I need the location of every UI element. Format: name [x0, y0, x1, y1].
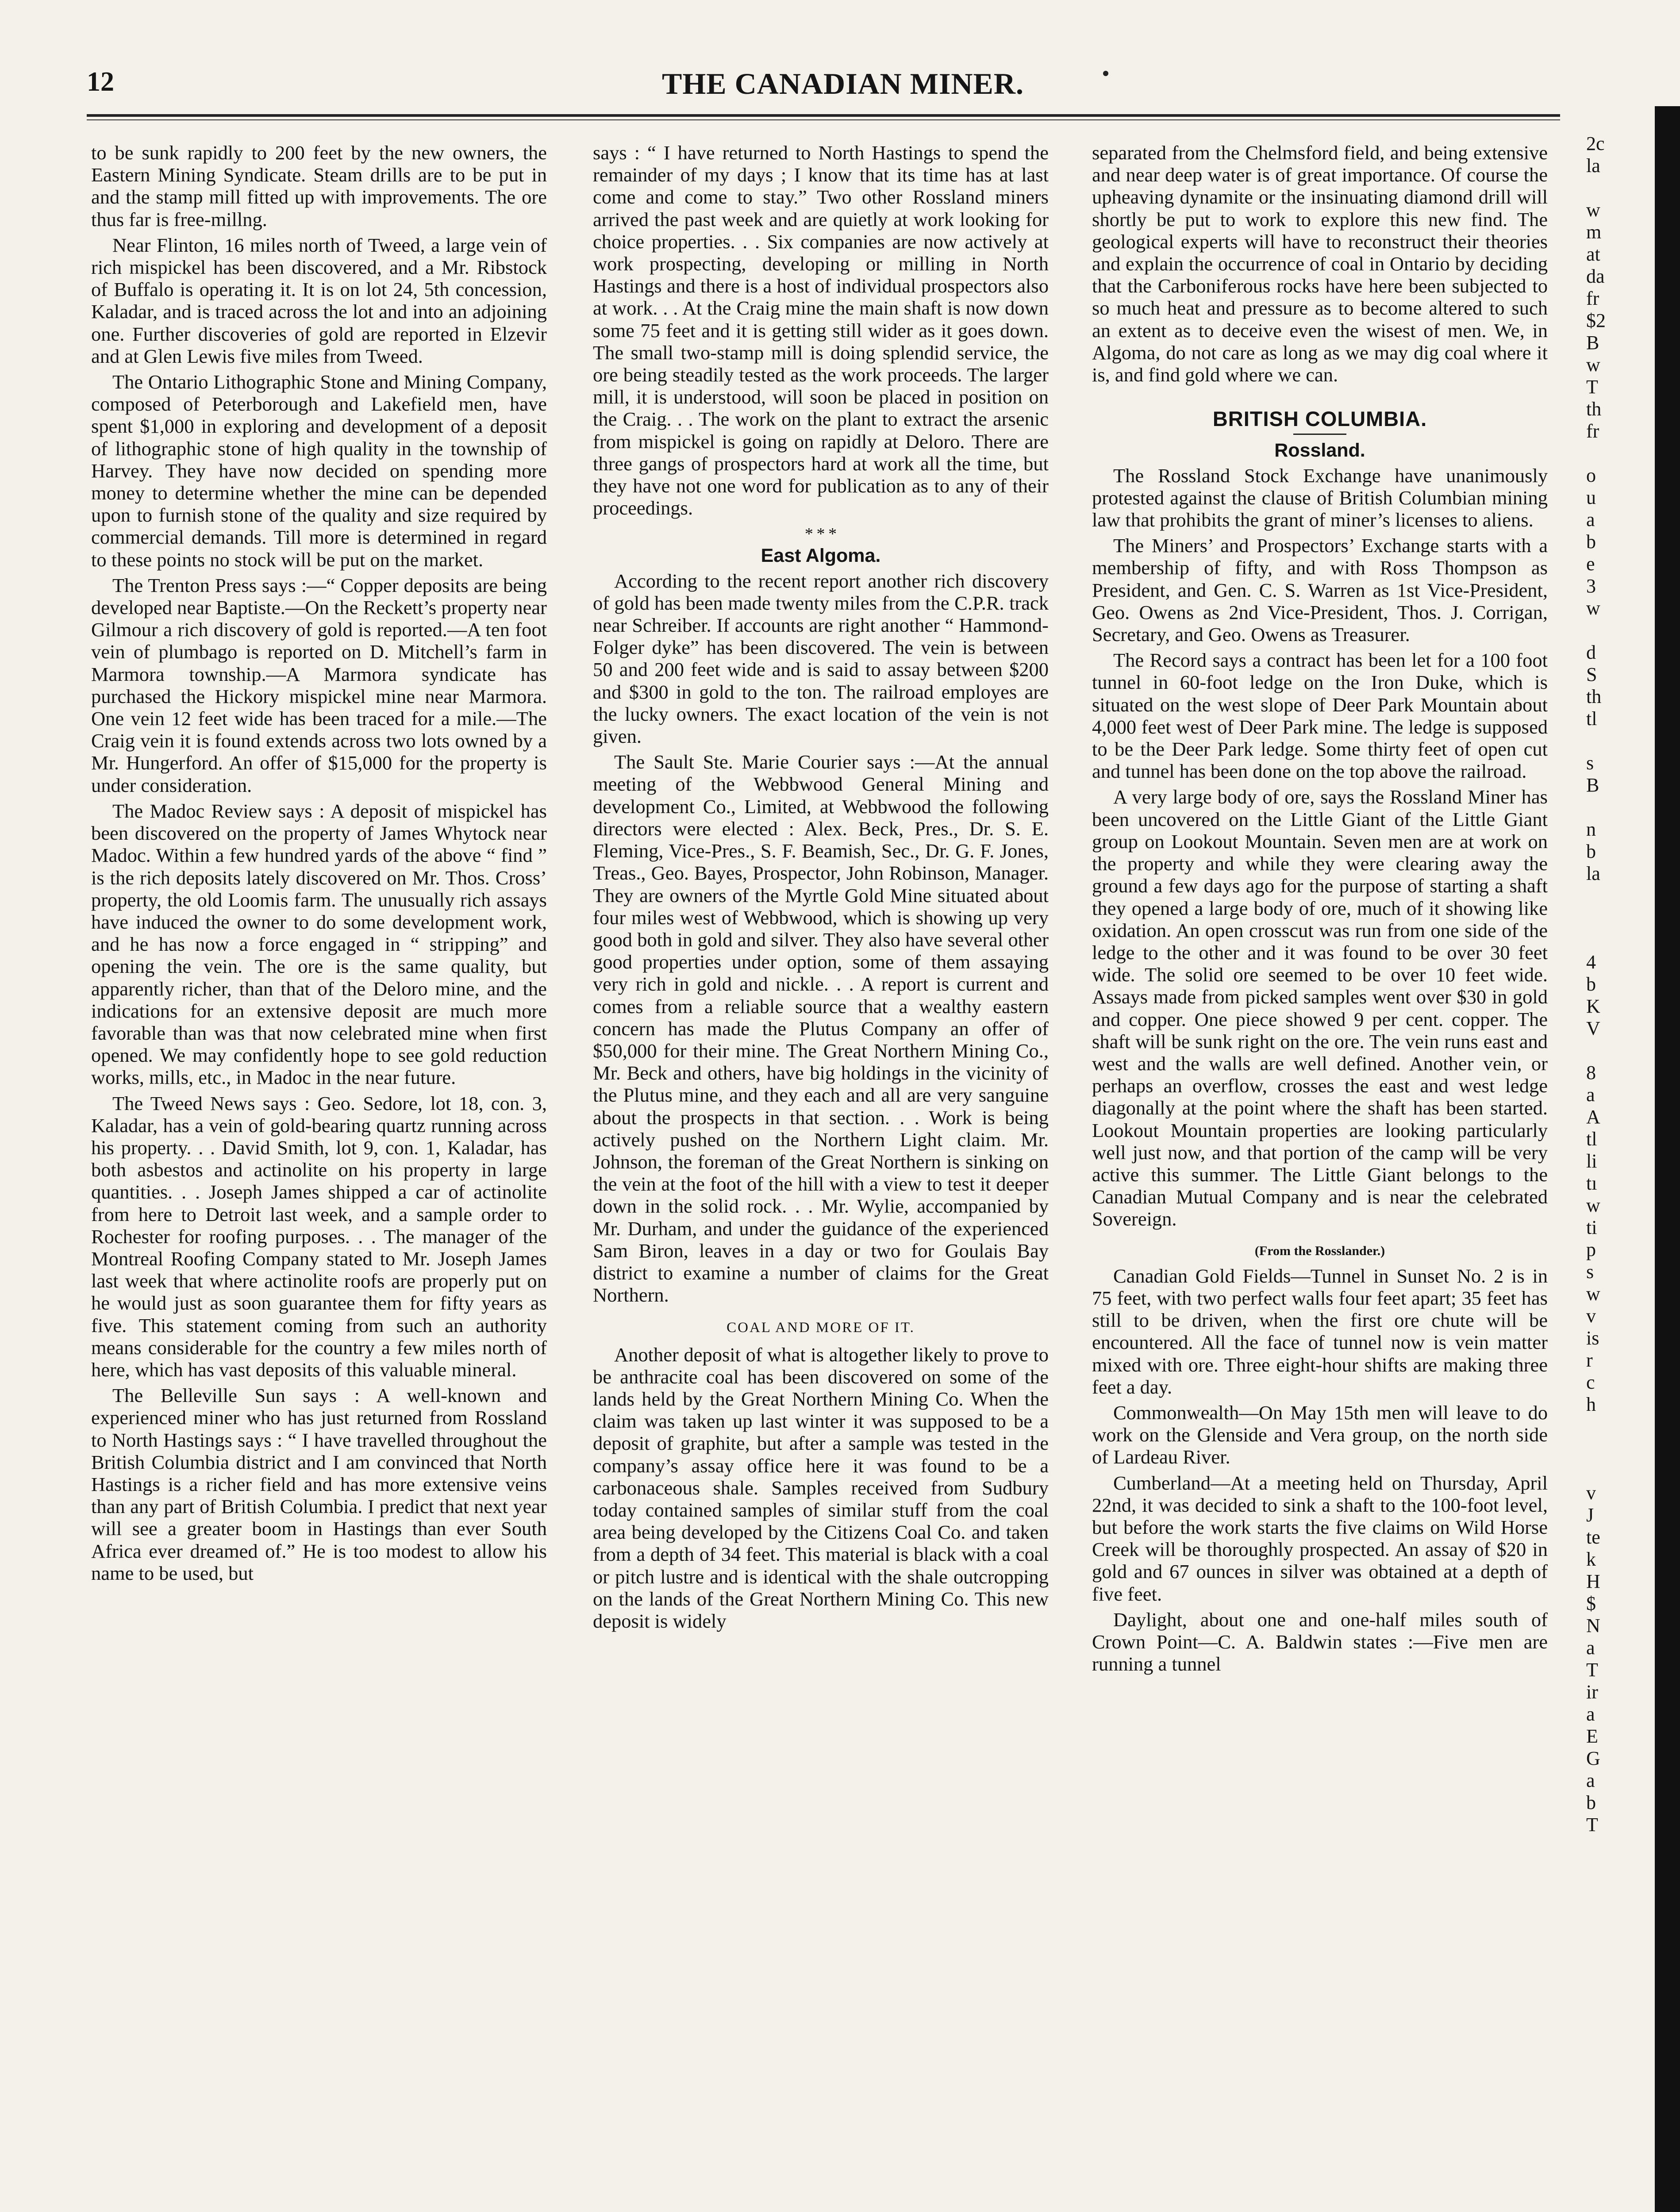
edge-fragment — [1586, 177, 1653, 199]
edge-fragment: 8 — [1586, 1062, 1596, 1083]
edge-fragment — [1586, 1416, 1653, 1438]
edge-fragment: w — [1586, 597, 1600, 619]
subheading-coal: COAL AND MORE OF IT. — [727, 1320, 915, 1336]
edge-fragment: 4 — [1586, 951, 1596, 973]
facing-page-edge-text — [1586, 133, 1653, 2212]
paragraph: A very large body of ore, says the Rossland Miner has been uncovered on the Little Giant of the Little Giant group on Lookout Mountain. Seven men are at work on the property and while they were clearing away the ground a few days ago for the purpose of starting a shaft they opened a large body of ore, much of it showing like oxidation. An open crosscut was run from one side of the ledge to the other and it was found to be over 30 feet wide. The solid ore seemed to be over 10 feet wide. Assays made from picked samples went over $30 in gold and copper. One piece showed 9 per cent. copper. The shaft will be sunk right on the ore. The vein runs east and west and the walls are well defined. Another vein, or perhaps an overflow, crosses the east and west ledge diagonally at the point where the shaft has been started. Lookout Mountain properties are looking particularly well just now, and that portion of the camp will be very active this summer. The Little Giant belongs to the Canadian Mutual Company and is near the celebrated Sovereign. — [1092, 786, 1548, 1230]
edge-fragment: $ — [1586, 1593, 1596, 1614]
edge-fragment: k — [1586, 1548, 1596, 1570]
edge-fragment: w — [1586, 354, 1600, 376]
edge-fragment: a — [1586, 1703, 1595, 1725]
edge-fragment: la — [1586, 863, 1600, 884]
edge-fragment: li — [1586, 1150, 1597, 1172]
masthead-title: THE CANADIAN MINER. — [661, 67, 1024, 100]
edge-fragment: T — [1586, 1814, 1598, 1836]
edge-fragment: ti — [1586, 1217, 1597, 1238]
edge-fragment: 3 — [1586, 575, 1596, 597]
header-rule-thin — [87, 119, 1560, 120]
paragraph: Near Flinton, 16 miles north of Tweed, a large vein of rich mispickel has been discovered, and a Mr. Ribstock of Buffalo is operating it. It is on lot 24, 5th concession, Kaladar, and is traced across the lot and into an adjoining one. Further discoveries of gold are reported in Elzevir and at Glen Lewis five miles from Tweed. — [91, 234, 547, 367]
edge-fragment: n — [1586, 818, 1596, 840]
edge-fragment: fr — [1586, 420, 1599, 442]
edge-fragment: b — [1586, 531, 1596, 553]
edge-fragment — [1586, 619, 1653, 641]
paragraph: Daylight, about one and one-half miles south of Crown Point—C. A. Baldwin states :—Five men are running a tunnel — [1092, 1608, 1548, 1675]
edge-fragment: ir — [1586, 1681, 1598, 1703]
section-heading-east-algoma: East Algoma. — [761, 545, 881, 567]
edge-fragment: s — [1586, 752, 1594, 774]
edge-fragment: la — [1586, 155, 1600, 177]
edge-fragment: N — [1586, 1615, 1600, 1636]
edge-fragment: d — [1586, 641, 1596, 663]
edge-fragment: K — [1586, 995, 1600, 1017]
edge-fragment: e — [1586, 553, 1595, 575]
edge-fragment: r — [1586, 1349, 1593, 1371]
paragraph: says : “ I have returned to North Hastings to spend the remainder of my days ; I know that its time has at last come and come to stay.” Two other Rossland miners arrived the past week and are quietly at work looking for choice properties. . . Six companies are now actively at work prospecting, developing or milling in North Hastings and there is a host of individual prospectors also at work. . . At the Craig mine the main shaft is now down some 75 feet and it is getting still wider as it goes down. The small two-stamp mill is doing splendid service, the ore being steadily tested as the work proceeds. The larger mill, it is understood, will soon be placed in position on the Craig. . . The work on the plant to extract the arsenic from mispickel is going on rapidly at Deloro. There are three gangs of prospectors hard at work all the time, but they have not one word for publication as to any of their proceedings. — [593, 142, 1049, 519]
paragraph: The Madoc Review says : A deposit of mispickel has been discovered on the property of James Whytock near Madoc. Within a few hundred yards of the above “ find ” is the rich deposits lately discovered on Mr. Thos. Cross’ property, the old Loomis farm. The unusually rich assays have induced the owner to do some development work, and he has now a force engaged in “ stripping” and opening the vein. The ore is the same quality, but apparently richer, than that of the Deloro mine, and the indications for an extensive deposit are much more favorable than was that now celebrated mine when first opened. We may confidently hope to see gold reduction works, mills, etc., in Madoc in the near future. — [91, 799, 547, 1089]
edge-fragment: c — [1586, 1371, 1595, 1393]
paragraph: The Ontario Lithographic Stone and Mining Company, composed of Peterborough and Lakefield men, have spent $1,000 in exploring and development of a deposit of lithographic stone of high quality in the township of Harvey. They have now decided on spending more money to determine whether the mine can be depended upon to furnish stone of the quality and size required by commercial demands. Till more is determined in regard to these points no stock will be put on the market. — [91, 371, 547, 571]
edge-fragment: v — [1586, 1482, 1596, 1504]
edge-fragment — [1586, 1460, 1653, 1482]
paragraph: The Rossland Stock Exchange have unanimously protested against the clause of British Columbian mining law that prohibits the grant of miner’s licenses to aliens. — [1092, 464, 1548, 531]
paragraph: Commonwealth—On May 15th men will leave to do work on the Glenside and Vera group, on the north side of Lardeau River. — [1092, 1401, 1548, 1468]
subheading-rossland: Rossland. — [1274, 440, 1365, 461]
edge-fragment: at — [1586, 243, 1600, 265]
edge-fragment: is — [1586, 1327, 1599, 1349]
edge-fragment — [1586, 907, 1653, 929]
section-divider-stars: * * * — [804, 525, 837, 544]
paragraph: The Tweed News says : Geo. Sedore, lot 18, con. 3, Kaladar, has a vein of gold-bearing quartz running across his property. . . David Smith, lot 9, con. 1, Kaladar, has both asbestos and actinolite on his property in large quantities. . . Joseph James shipped a car of actinolite from here to Detroit last week, and a sample order to Rochester for roofing purposes. . . The manager of the Montreal Roofing Company stated to Mr. Joseph James last week that where actinolite roofs are properly put on he would just as soon guarantee them for fifty years as five. This statement coming from such an authority means considerable for the country a few miles north of here, which has vast deposits of this valuable mineral. — [91, 1092, 547, 1381]
edge-fragment: s — [1586, 1261, 1594, 1283]
edge-fragment — [1586, 1438, 1653, 1460]
edge-fragment: G — [1586, 1747, 1600, 1769]
edge-fragment — [1586, 885, 1653, 907]
section-heading-british-columbia: BRITISH COLUMBIA. — [1212, 407, 1427, 431]
page-edge-shadow — [1655, 106, 1680, 2212]
edge-fragment: E — [1586, 1725, 1598, 1747]
edge-fragment — [1586, 796, 1653, 818]
edge-fragment: a — [1586, 1084, 1595, 1106]
edge-fragment: w — [1586, 1194, 1600, 1216]
edge-fragment: a — [1586, 1770, 1595, 1791]
edge-fragment: S — [1586, 664, 1597, 685]
paragraph: The Sault Ste. Marie Courier says :—At the annual meeting of the Webbwood General Mining and development Co., Limited, at Webbwood the following directors were elected : Alex. Beck, Pres., Dr. S. E. Fleming, Vice-Pres., S. F. Beamish, Sec., Dr. G. F. Jones, Treas., Geo. Bayes, Prospector, John Robinson, Manager. They are owners of the Myrtle Gold Mine situated about four miles west of Webbwood, which is showing up very good both in gold and silver. They also have several other good properties under option, some of them assaying very rich in gold and nickle. . . A report is current and comes from a reliable source that a wealthy eastern concern has made the Plutus Company an offer of $50,000 for their mine. The Great Northern Mining Co., Mr. Beck and others, have big holdings in the vicinity of the Plutus mine, and they each and all are very sanguine about the prospects in that section. . . Work is being actively pushed on the Northern Light claim. Mr. Johnson, the foreman of the Great Northern is sinking on the vein at the foot of the hill with a view to test it deeper down in the solid rock. . . Mr. Wylie, accompanied by Mr. Durham, and under the guidance of the experienced Sam Biron, leaves in a day or two for Goulais Bay district to examine a number of claims for the Great Northern. — [593, 751, 1049, 1306]
paragraph: The Record says a contract has been let for a 100 foot tunnel in 60-foot ledge on the Iron Duke, which is situated on the west slope of Deer Park Mountain about 4,000 feet west of Deer Park mine. The ledge is supposed to be the Deer Park ledge. Some thirty feet of open cut and tunnel has been done on the top above the railroad. — [1092, 649, 1548, 783]
heading-rule — [1293, 434, 1346, 435]
edge-fragment: v — [1586, 1305, 1596, 1327]
paragraph: to be sunk rapidly to 200 feet by the new owners, the Eastern Mining Syndicate. Steam drills are to be put in and the stamp mill fitted up with improvements. The ore thus far is free-millng. — [91, 142, 547, 230]
column-1 — [91, 142, 547, 1588]
ink-dot — [1103, 71, 1108, 76]
edge-fragment: 2c — [1586, 133, 1605, 154]
edge-fragment — [1586, 1040, 1653, 1062]
paragraph: The Trenton Press says :—“ Copper deposits are being developed near Baptiste.—On the Reckett’s property near Gilmour a rich discovery of gold is reported.—A ten foot vein of plumbago is reported on D. Mitchell’s farm in Marmora township.—A Marmora syndicate has purchased the Hickory mispickel mine near Marmora. One vein 12 feet wide has been traced for a mile.—The Craig vein it is found extends across two lots owned by a Mr. Hungerford. An offer of $15,000 for the property is under consideration. — [91, 574, 547, 796]
edge-fragment — [1586, 442, 1653, 465]
edge-fragment: A — [1586, 1106, 1600, 1128]
edge-fragment — [1586, 929, 1653, 951]
edge-fragment: a — [1586, 509, 1595, 530]
edge-fragment: te — [1586, 1526, 1600, 1548]
edge-fragment: p — [1586, 1239, 1596, 1260]
edge-fragment: h — [1586, 1394, 1596, 1415]
edge-fragment: m — [1586, 221, 1602, 243]
edge-fragment: w — [1586, 1283, 1600, 1305]
page-number: 12 — [87, 67, 114, 97]
paragraph: Cumberland—At a meeting held on Thursday, April 22nd, it was decided to sink a shaft to the 100-foot level, but before the work starts the five claims on Wild Horse Creek will be thoroughly prospected. An assay of $20 in gold and 67 ounces in silver was obtained at a depth of five feet. — [1092, 1471, 1548, 1605]
edge-fragment: th — [1586, 398, 1602, 420]
paragraph: The Belleville Sun says : A well-known and experienced miner who has just returned from Rossland to North Hastings says : “ I have travelled throughout the British Columbia district and I am convinced that North Hastings is a richer field and has more extensive veins than any part of British Columbia. I predict that next year will see a greater boom in Hastings than ever South Africa ever dreamed of.” He is too modest to allow his name to be used, but — [91, 1384, 547, 1584]
source-credit: (From the Rosslander.) — [1254, 1243, 1385, 1258]
edge-fragment: tl — [1586, 1128, 1597, 1150]
edge-fragment: u — [1586, 487, 1596, 508]
paragraph: separated from the Chelmsford field, and being extensive and near deep water is of great importance. Of course the upheaving dynamite or the insinuating diamond drill will shortly be put to work to explore this new find. The geological experts will have to reconstruct their theories and explain the occurrence of coal in Ontario by deciding that the Carboniferous rocks have here been subjected to so much heat and pressure as to become altered to such an extent as to deceive even the wisest of men. We, in Algoma, do not care as long as we may dig coal where it is, and find gold where we can. — [1092, 142, 1548, 386]
edge-fragment: V — [1586, 1018, 1600, 1039]
edge-fragment — [1586, 730, 1653, 752]
edge-fragment: tl — [1586, 708, 1597, 730]
edge-fragment: T — [1586, 1659, 1598, 1681]
edge-fragment: $2 — [1586, 310, 1606, 331]
header-rule — [87, 114, 1560, 117]
edge-fragment: w — [1586, 199, 1600, 221]
edge-fragment: da — [1586, 265, 1605, 287]
paragraph: Another deposit of what is altogether likely to prove to be anthracite coal has been discovered on some of the lands held by the Great Northern Mining Co. When the claim was taken up last winter it was supposed to be a deposit of graphite, but after a sample was tested in the company’s assay office here it was found to be a carbonaceous shale. Samples received from Sudbury today contained samples of similar stuff from the coal area being developed by the Citizens Coal Co. and taken from a depth of 34 feet. This material is black with a coal or pitch lustre and is identical with the shale outcropping on the lands of the Great Northern Mining Co. This new deposit is widely — [593, 1343, 1049, 1632]
edge-fragment: B — [1586, 774, 1599, 796]
edge-fragment: b — [1586, 973, 1596, 995]
edge-fragment: T — [1586, 376, 1598, 398]
edge-fragment: tı — [1586, 1172, 1597, 1194]
edge-fragment: B — [1586, 332, 1599, 353]
edge-fragment: th — [1586, 686, 1602, 707]
column-2 — [593, 142, 1049, 1636]
edge-fragment: J — [1586, 1504, 1594, 1526]
paragraph: According to the recent report another rich discovery of gold has been made twenty miles from the C.P.R. track near Schreiber. If accounts are right another “ Hammond-Folger dyke” has been discovered. The vein is between 50 and 200 feet wide and is said to assay between $200 and $300 in gold to the ton. The railroad employes are the lucky owners. The exact location of the vein is not given. — [593, 569, 1049, 748]
edge-fragment: b — [1586, 841, 1596, 862]
edge-fragment: fr — [1586, 288, 1599, 309]
column-3 — [1092, 142, 1548, 1678]
edge-fragment: o — [1586, 465, 1596, 486]
paragraph: Canadian Gold Fields—Tunnel in Sunset No. 2 is in 75 feet, with two perfect walls four feet apart; 35 feet has still to be driven, when the first ore chute will be encountered. All the face of tunnel now is vein matter mixed with ore. Three eight-hour shifts are making three feet a day. — [1092, 1264, 1548, 1398]
edge-fragment: a — [1586, 1637, 1595, 1659]
edge-fragment: b — [1586, 1792, 1596, 1813]
edge-fragment: H — [1586, 1571, 1600, 1592]
paragraph: The Miners’ and Prospectors’ Exchange starts with a membership of fifty, and with Ross Thompson as President, and Gen. C. S. Warren as 1st Vice-President, Geo. Owens as 2nd Vice-President, Thos. J. Corrigan, Secretary, and Geo. Owens as Treasurer. — [1092, 534, 1548, 646]
